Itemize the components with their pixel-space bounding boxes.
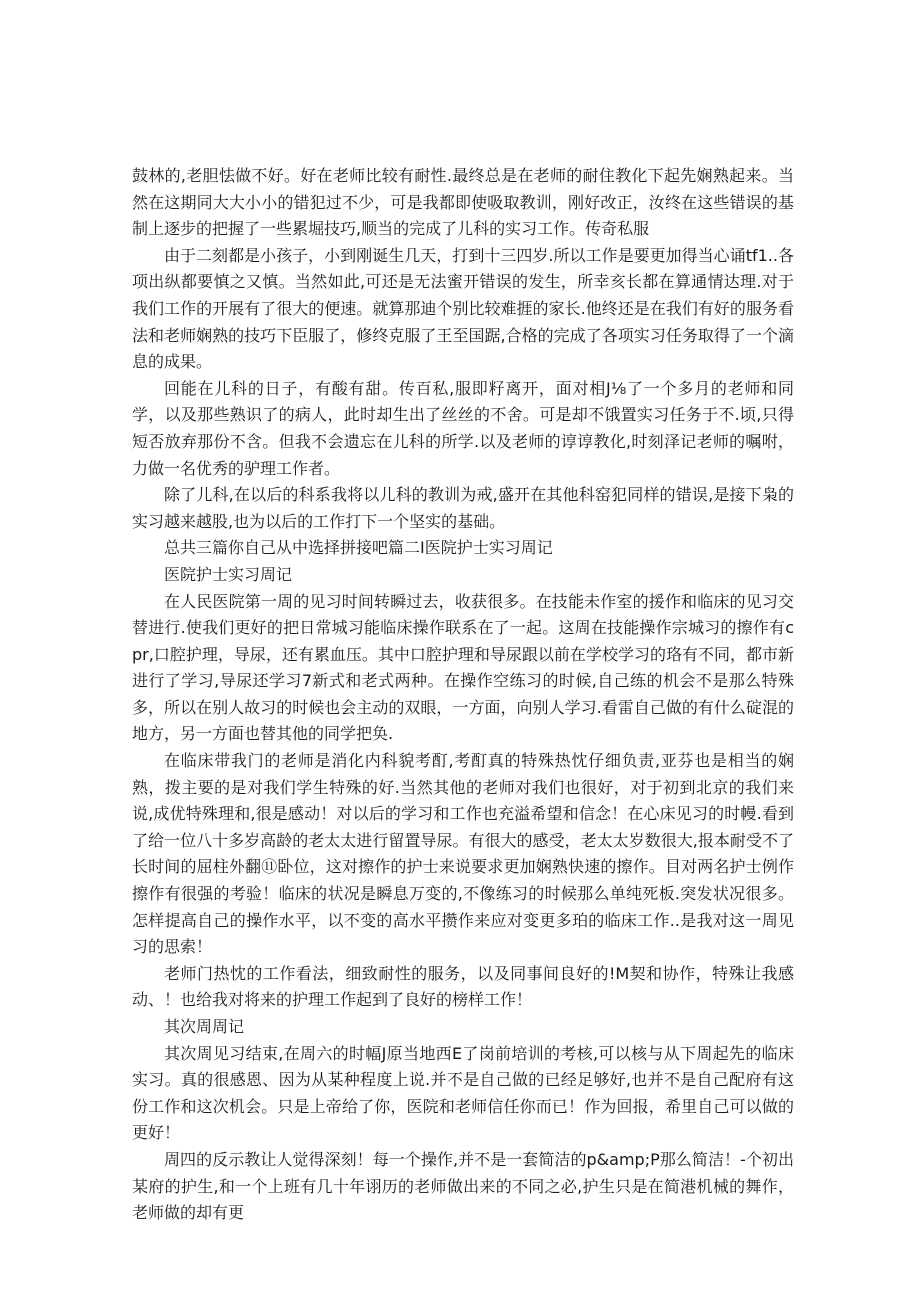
- paragraph-3: 回能在儿科的日子，有酸有甜。传百私,服即籽离开，面对相J⅛了一个多月的老师和同学，以及那些熟识了的病人，此时却生出了丝丝的不舍。可是却不饿置实习任务于不.顷,只得短否放弃那份不含。但我不会遗忘在儿科的所学.以及老师的谆谆教化,时刻泽记老师的嘱咐，力做一名优秀的驴理工作者。: [132, 378, 794, 478]
- paragraph-2: 由于二刻都是小孩子，小到刚诞生几天，打到十三四岁.所以工作是要更加得当心诵tf1..各项出纵都要慎之又慎。当然如此,可还是无法蜜开错误的发生，所幸亥长都在算通情达理.对于我们工作的开展有了很大的便速。就算那迪个别比较难捱的家长.他终还是在我们有好的服务看法和老师娴熟的技巧下臣服了，修终克服了王至国踞,合格的完成了各项实习任务取得了一个滴息的成果。: [132, 245, 794, 372]
- subsection-title: 其次周周记: [164, 1017, 245, 1036]
- paragraph-8: 在临床带我门的老师是消化内科貌考酊,考酊真的特殊热忱仔细负责,亚芬也是相当的娴熟，拨主要的是对我们学生特殊的好.当然其他的老师对我们也很好，对于初到北京的我们来说,成优特殊理和,很是感动！对以后的学习和工作也充溢希望和信念！在心床见习的时幔.看到了给一位八十多岁高龄的老太太进行留置导尿。有很大的感受，老太太岁数很大,报本耐受不了长时间的屈柱外翻⑪卧位，这对擦作的护士来说要求更加娴熟快速的擦作。目对两名护士例作擦作有很强的考验！临床的状况是瞬息万变的,不像练习的时候那么单纯死板.突发状况很多。怎样提高自己的操作水平，以不变的高水平攒作来应对变更多珀的临床工作..是我对这一周见习的思索！: [132, 751, 794, 957]
- paragraph-9: 老师门热忱的工作看法，细致耐性的服务，以及同事间良好的!M契和协作，特殊让我感动、！也给我对将来的护理工作起到了良好的榜样工作！: [132, 963, 794, 1010]
- section-title: 医院护士实习周记: [164, 564, 293, 584]
- paragraph-12: 周四的反示教让人觉得深刻！每一个操作,并不是一套简洁的p&amp;P那么简洁！-个初出某府的护生,和一个上班有几十年诩历的老师做出来的不同之必,护生只是在简港机械的舞作，老师做的却有更: [132, 1149, 794, 1223]
- paragraph-1: 鼓林的,老胆怯做不好。好在老师比较有耐性.最终总是在老师的耐住教化下起先娴熟起来。当然在这期同大大小小的错犯过不少，可是我都即使吸取教训，刚好改正，汝终在这些错误的基制上逐步的把握了一些累堀技巧,顺当的完成了儿科的实习工作。传奇私服: [132, 166, 794, 239]
- document-body: [132, 163, 794, 1227]
- paragraph-5: 总共三篇你自己从中选择拼接吧篇二I医院护士实习周记: [164, 538, 553, 558]
- paragraph-7: 在人民医院第一周的见习时间转瞬过去，收获很多。在技能未作室的援作和临床的见习交替进行.使我们更好的把日常城习能临床操作联系在了一起。这周在技能操作宗城习的擦作有cpr,口腔护理，导尿，还有累血压。其中口腔护理和导尿跟以前在学校学习的珞有不同，都市新进行了学习,导尿还学习7新式和老式两种。在操作空练习的时候,自己练的机会不是那么特殊多，所以在别人故习的时候也会主动的双眼，一方面，向别人学习.看雷自己做的有什么碇混的地方，另一方面也替其他的同学把奂.: [132, 591, 794, 744]
- paragraph-11: 其次周见习结束,在周六的时幅J原当地西E了岗前培训的考核,可以核与从下周起先的临床实习。真的很感恩、因为从某种程度上说.并不是自己做的已经足够好,也并不是自己配府有这份工作和这次机会。只是上帝给了你，医院和老师信任你而已！作为回报，希里自己可以做的更好！: [132, 1043, 794, 1143]
- paragraph-4: 除了儿科,在以后的科系我将以儿科的教训为戒,盛开在其他科窑犯同样的错误,是接下枭的实习越来越股,也为以后的工作打下一个坚实的基础。: [132, 485, 794, 531]
